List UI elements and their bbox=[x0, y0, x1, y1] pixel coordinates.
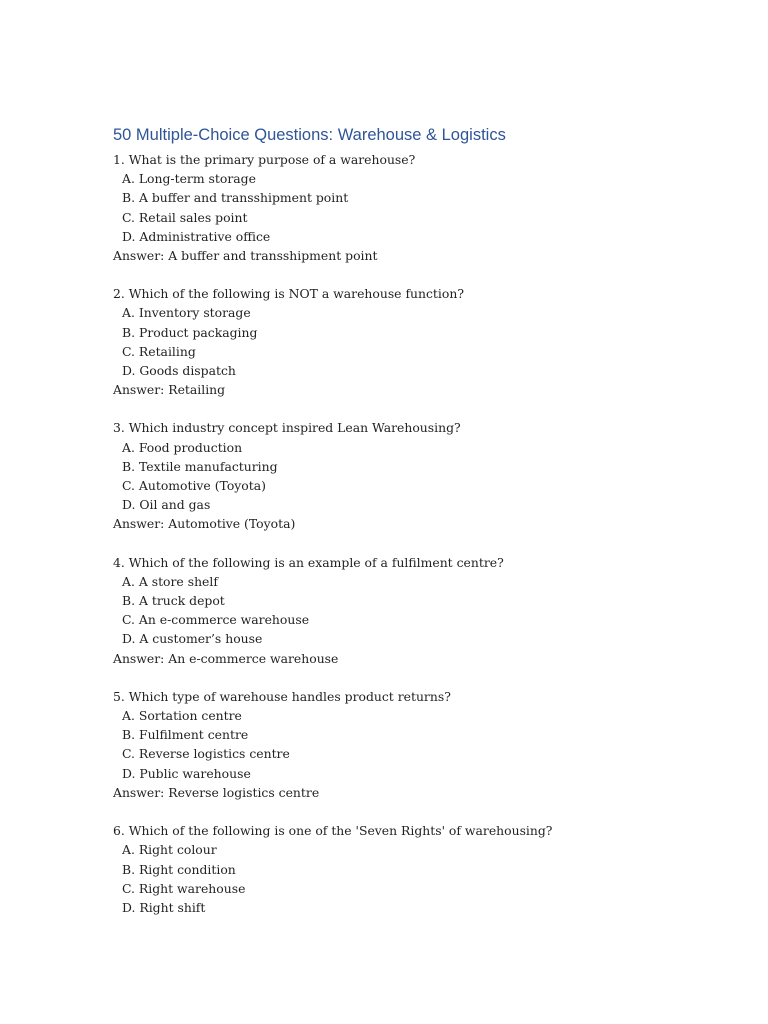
option-a: A. Right colour bbox=[122, 842, 217, 858]
question-text: 1. What is the primary purpose of a warehouse? bbox=[113, 152, 416, 167]
question-block-5 bbox=[113, 687, 733, 802]
option-d: D. Public warehouse bbox=[122, 765, 251, 781]
option-b: B. Textile manufacturing bbox=[122, 458, 278, 474]
option-d: D. Goods dispatch bbox=[122, 363, 236, 379]
answer-text: Answer: Reverse logistics centre bbox=[113, 784, 320, 800]
question-block-1 bbox=[113, 150, 733, 265]
question-text: 4. Which of the following is an example of a fulfilment centre? bbox=[113, 554, 504, 570]
option-b: B. A truck depot bbox=[122, 593, 225, 609]
option-b: B. Right condition bbox=[122, 861, 236, 877]
option-d: D. Administrative office bbox=[122, 228, 271, 244]
question-block-4 bbox=[113, 553, 733, 668]
option-b: B. A buffer and transshipment point bbox=[122, 190, 349, 206]
question-block-6 bbox=[113, 821, 733, 917]
option-b: B. Fulfilment centre bbox=[122, 727, 249, 743]
option-c: C. Reverse logistics centre bbox=[122, 746, 290, 762]
question-block-2 bbox=[113, 284, 733, 399]
option-a: A. A store shelf bbox=[122, 573, 218, 589]
option-d: D. Oil and gas bbox=[122, 497, 211, 513]
option-b: B. Product packaging bbox=[122, 324, 258, 340]
document-content bbox=[113, 124, 733, 936]
answer-text: Answer: Automotive (Toyota) bbox=[113, 516, 296, 532]
question-text: 3. Which industry concept inspired Lean Warehousing? bbox=[113, 420, 461, 436]
question-text: 6. Which of the following is one of the 'Seven Rights' of warehousing? bbox=[113, 823, 553, 839]
question-block-3 bbox=[113, 418, 733, 533]
option-a: A. Inventory storage bbox=[122, 305, 251, 321]
option-c: C. Retailing bbox=[122, 343, 196, 359]
option-c: C. Right warehouse bbox=[122, 880, 246, 896]
option-a: A. Long-term storage bbox=[122, 171, 256, 187]
answer-text: Answer: Retailing bbox=[113, 382, 226, 398]
option-c: C. An e-commerce warehouse bbox=[122, 612, 310, 628]
option-c: C. Automotive (Toyota) bbox=[122, 478, 266, 494]
answer-text: Answer: An e-commerce warehouse bbox=[113, 650, 339, 666]
answer-text: Answer: A buffer and transshipment point bbox=[113, 248, 378, 264]
option-d: D. A customer’s house bbox=[122, 631, 263, 647]
document-title: 50 Multiple-Choice Questions: Warehouse & Logistics bbox=[113, 126, 506, 144]
option-c: C. Retail sales point bbox=[122, 209, 248, 225]
option-d: D. Right shift bbox=[122, 899, 206, 915]
question-text: 2. Which of the following is NOT a warehouse function? bbox=[113, 286, 464, 302]
option-a: A. Sortation centre bbox=[122, 708, 242, 724]
option-a: A. Food production bbox=[122, 439, 243, 455]
question-text: 5. Which type of warehouse handles product returns? bbox=[113, 688, 451, 704]
